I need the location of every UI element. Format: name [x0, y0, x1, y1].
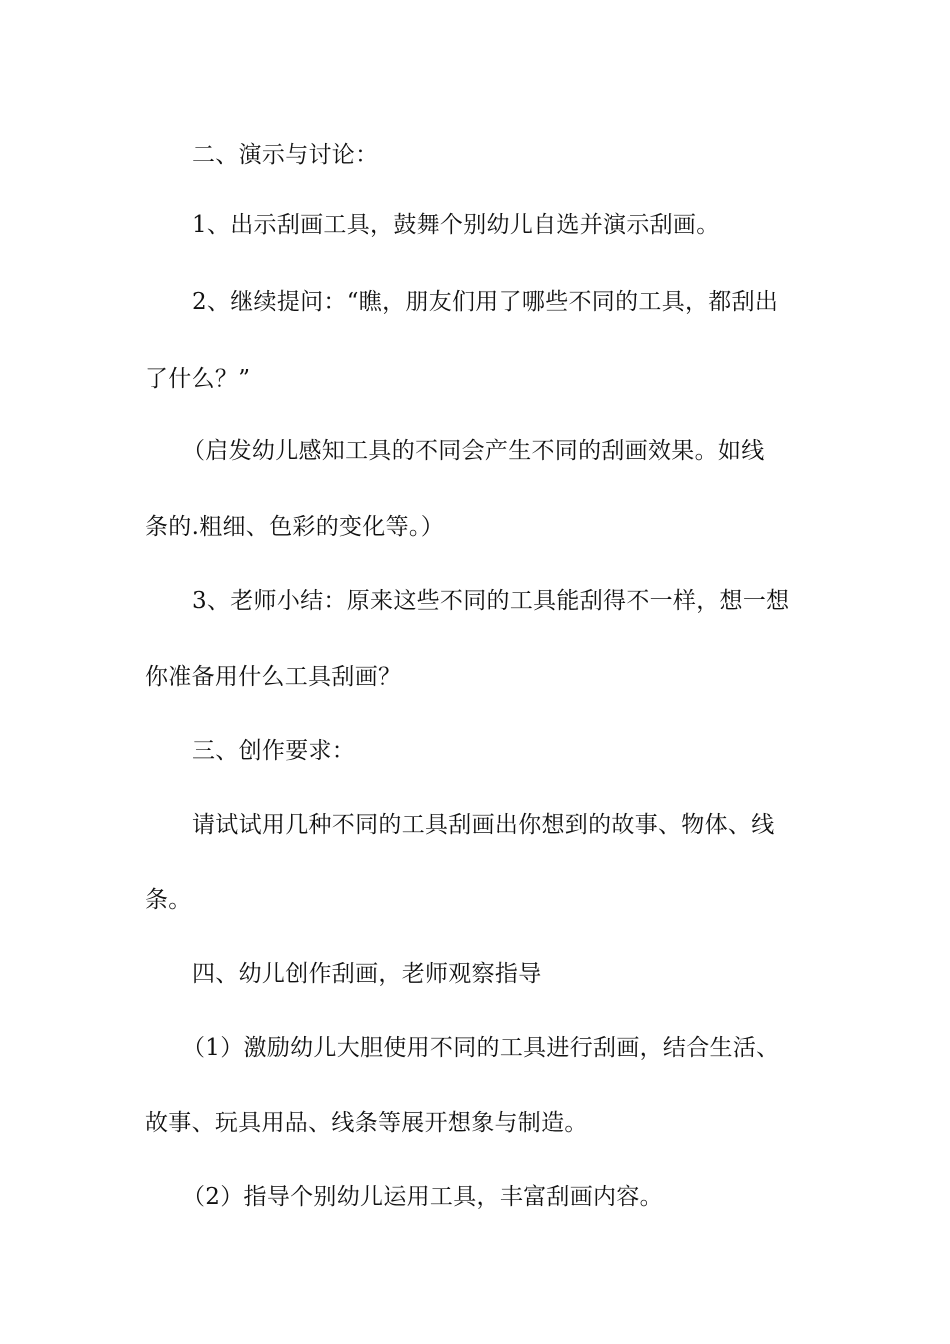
- paragraph-continue-question-line-2: 了什么？”: [145, 366, 251, 392]
- section-heading-creation-requirements: 三、创作要求：: [192, 738, 356, 764]
- section-heading-demo-discussion: 二、演示与讨论：: [192, 142, 379, 168]
- paragraph-encourage-line-1: （1）激励幼儿大胆使用不同的工具进行刮画，结合生活、: [182, 1035, 780, 1061]
- paragraph-encourage-line-2: 故事、玩具用品、线条等展开想象与制造。: [145, 1110, 588, 1136]
- paragraph-requirement-line-2: 条。: [145, 887, 192, 913]
- paragraph-inspire-note-line-2: 条的.粗细、色彩的变化等。）: [145, 514, 445, 540]
- paragraph-continue-question-line-1: 2、继续提问：“瞧，朋友们用了哪些不同的工具，都刮出: [192, 289, 779, 315]
- paragraph-guide-individual: （2）指导个别幼儿运用工具，丰富刮画内容。: [182, 1184, 663, 1210]
- section-heading-child-creation: 四、幼儿创作刮画，老师观察指导: [192, 961, 542, 987]
- paragraph-teacher-summary-line-2: 你准备用什么工具刮画？: [145, 664, 402, 690]
- paragraph-inspire-note-line-1: （启发幼儿感知工具的不同会产生不同的刮画效果。如线: [182, 438, 765, 464]
- paragraph-requirement-line-1: 请试试用几种不同的工具刮画出你想到的故事、物体、线: [192, 812, 775, 838]
- paragraph-show-tools: 1、出示刮画工具，鼓舞个别幼儿自选并演示刮画。: [192, 212, 720, 238]
- paragraph-teacher-summary-line-1: 3、老师小结：原来这些不同的工具能刮得不一样，想一想: [192, 588, 790, 614]
